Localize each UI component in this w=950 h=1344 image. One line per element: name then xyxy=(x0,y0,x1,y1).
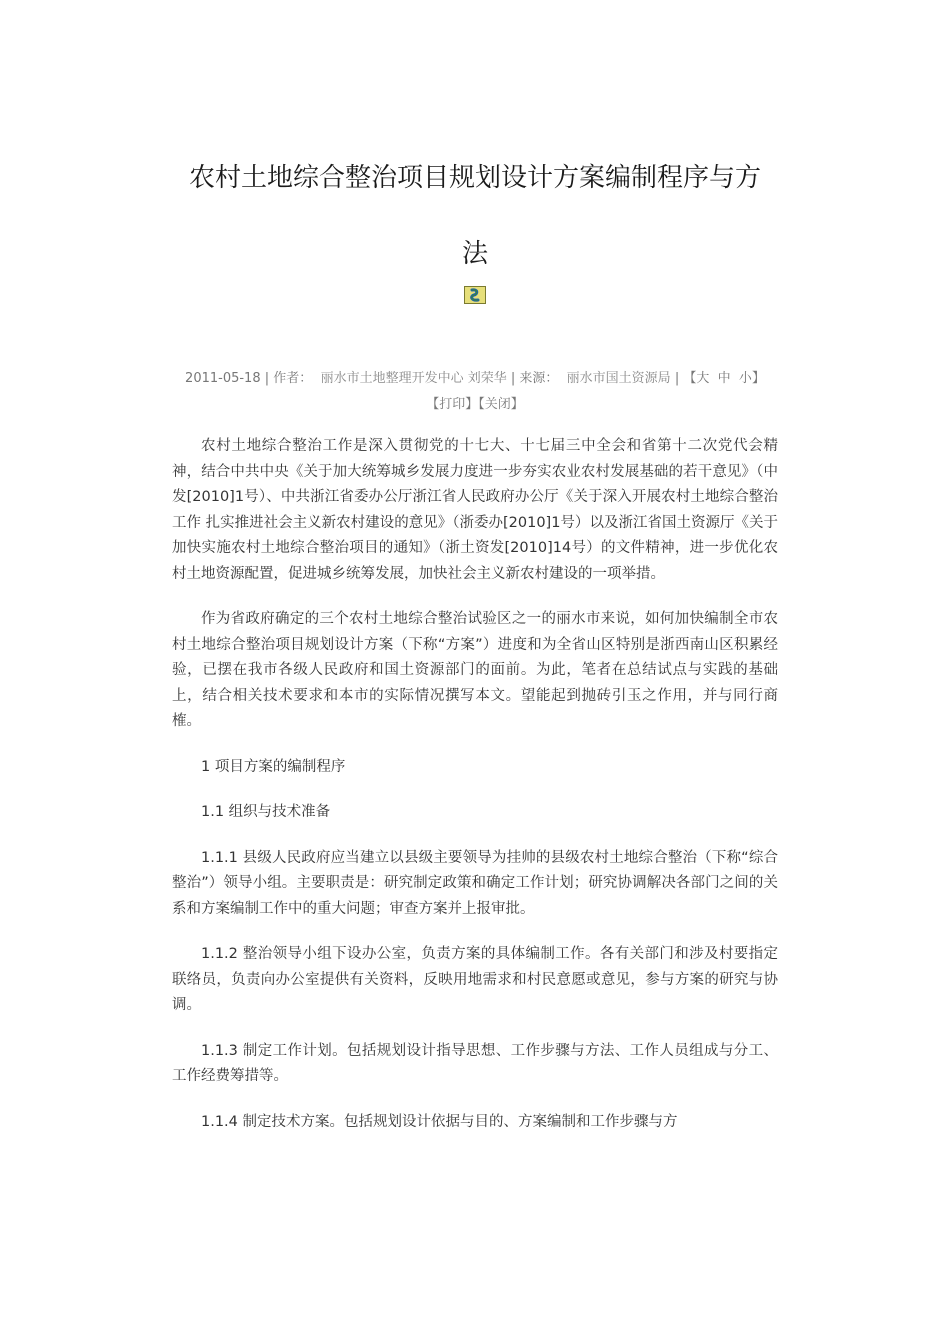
source-label: 来源： xyxy=(519,371,559,386)
meta-separator: | xyxy=(510,371,516,386)
article-meta xyxy=(150,366,800,418)
paragraph: 1.1.4 制定技术方案。包括规划设计依据与目的、方案编制和工作步骤与方 xyxy=(201,1113,678,1130)
author-label: 作者： xyxy=(273,371,313,386)
print-control: 【打印】 xyxy=(426,397,479,412)
close-control: 【关闭】 xyxy=(478,397,524,412)
font-size-small-button[interactable]: 小 xyxy=(738,371,752,386)
article-title-line-2: 法 xyxy=(461,239,488,269)
close-button[interactable]: 关闭 xyxy=(484,397,511,412)
section-heading: 1 项目方案的编制程序 xyxy=(201,758,346,775)
paragraph: 农村土地综合整治工作是深入贯彻党的十七大、十七届三中全会和省第十二次党代会精神，结合中共中央《关于加大统筹城乡发展力度进一步夯实农业农村发展基础的若干意见》（中发[2010]1号）、中共浙江省委办公厅浙江省人民政府办公厅《关于深入开展农村土地综合整治工作 扎实推进社会主义新农村建设的意见》（浙委办[2010]1号）以及浙江省国土资源厅《关于加快实施农村土地综合整治项目的通知》（浙土资发[2010]14号）的文件精神，进一步优化农村土地资源配置，促进城乡统筹发展，加快社会主义新农村建设的一项举措。 xyxy=(172,438,778,582)
subsection-heading: 1.1 组织与技术准备 xyxy=(201,804,331,820)
publish-date: 2011-05-18 xyxy=(185,371,261,386)
paragraph: 1.1.1 县级人民政府应当建立以县级主要领导为挂帅的县级农村土地综合整治（下称“综合整治”）领导小组。主要职责是：研究制定政策和确定工作计划；研究协调解决各部门之间的关系和方案编制工作中的重大问题；审查方案并上报审批。 xyxy=(172,849,778,917)
article-title xyxy=(150,140,800,292)
paragraph: 1.1.2 整治领导小组下设办公室，负责方案的具体编制工作。各有关部门和涉及村要指定联络员，负责向办公室提供有关资料，反映用地需求和村民意愿或意见，参与方案的研究与协调。 xyxy=(172,946,778,1013)
print-button[interactable]: 打印 xyxy=(439,397,466,412)
source-name: 丽水市国土资源局 xyxy=(566,371,671,386)
meta-separator: | xyxy=(264,371,270,386)
paragraph: 1.1.3 制定工作计划。包括规划设计指导思想、工作步骤与方法、工作人员组成与分工、工作经费筹措等。 xyxy=(172,1042,778,1084)
font-size-controls: 【大 中 小】 xyxy=(683,371,765,386)
article-title-line-1: 农村土地综合整治项目规划设计方案编制程序与方 xyxy=(188,163,761,193)
paragraph: 作为省政府确定的三个农村土地综合整治试验区之一的丽水市来说，如何加快编制全市农村土地综合整治项目规划设计方案（下称“方案”）进度和为全省山区特别是浙西南山区积累经验，已摆在我市各级人民政府和国土资源部门的面前。为此，笔者在总结试点与实践的基础上，结合相关技术要求和本市的实际情况撰写本文。望能起到抛砖引玉之作用，并与同行商榷。 xyxy=(172,611,778,729)
broken-image-icon xyxy=(464,286,486,304)
author-name: 丽水市土地整理开发中心 刘荣华 xyxy=(320,371,507,386)
meta-separator: | xyxy=(674,371,680,386)
article-body xyxy=(172,434,778,1155)
font-size-large-button[interactable]: 大 xyxy=(696,371,710,386)
font-size-medium-button[interactable]: 中 xyxy=(717,371,731,386)
